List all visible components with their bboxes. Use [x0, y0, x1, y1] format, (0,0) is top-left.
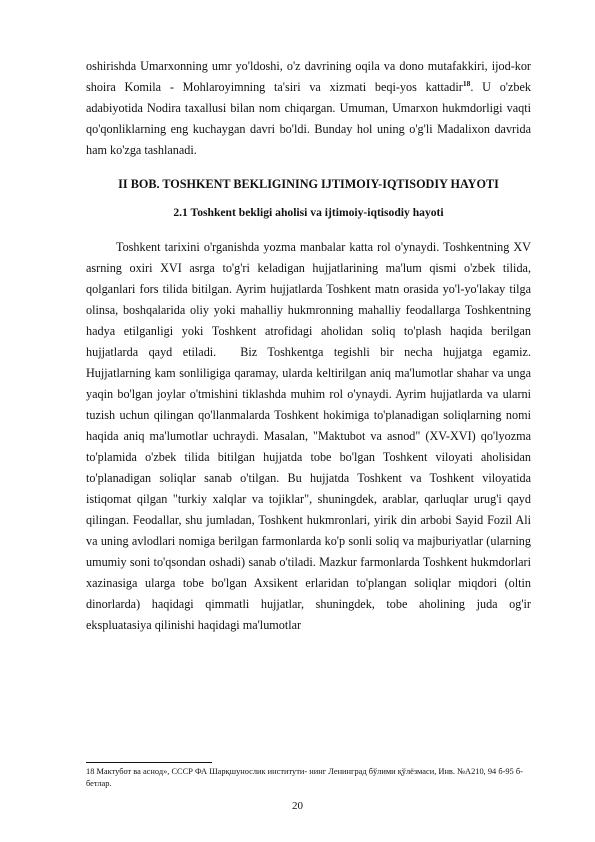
intro-paragraph	[86, 56, 531, 161]
intro-paragraph-continuation: . U o'zbek adabiyotida Nodira taxallusi bilan nom chiqargan. Umuman, Umarxon hukmdorligi vaqti qo'qonliklarning eng kuchaygan davri bo'ldi. Bunday hol uning o'g'li Madalixon davrida ham ko'zga tashlanadi.	[86, 80, 531, 157]
page-number: 20	[292, 800, 303, 812]
main-paragraph-part-1: Toshkent tarixini o'rganishda yozma manbalar katta rol o'ynaydi. Toshkentning XV asrning oxiri XVI asrga to'g'ri keladigan hujjatlarining ma'lum qismi o'zbek tilida, qolganlari fors tilida bitilgan. Ayrim hujjatlarda Toshkent matn orasida yo'l-yo'lakay tilga olinsa, boshqalarida oliy yoki mahalliy hukmronning mahalliy feodallarga Toshkentning hadya etilganligi yoki Toshkent atrofidagi aholidan soliq to'plash haqida berilgan hujjatlarda qayd etiladi.	[86, 240, 531, 359]
chapter-heading: II BOB. TOSHKENT BEKLIGINING IJTIMOIY-IQTISODIY HAYOTI	[118, 177, 499, 191]
footnote	[86, 766, 536, 790]
section-heading: 2.1 Toshkent bekligi aholisi va ijtimoiy-iqtisodiy hayoti	[173, 206, 444, 219]
footnote-divider	[86, 762, 212, 763]
footnote-number: 18	[86, 767, 95, 776]
main-paragraph	[86, 237, 531, 636]
main-paragraph-part-2: Biz Toshkentga tegishli bir necha hujjatga egamiz. Hujjatlarning kam sonliligiga qaramay, ularda keltirilgan aniq ma'lumotlar shahar va unga yaqin bo'lgan joylar o'tmishini tiklashda muhim rol o'ynaydi. Ayrim hujjatlarda va ularni tuzish uchun qilingan qo'llanmalarda Toshkent hokimiga to'planadigan soliqlarning nomi haqida aniq ma'lumotlar uchraydi. Masalan, "Maktubot va asnod" (XV-XVI) qo'lyozma to'plamida o'zbek tilida bitilgan hujjatda tobe bo'lgan Toshkent viloyati aholisidan to'planadigan soliqlar sanab o'tilgan. Bu hujjatda Toshkent va Toshkent viloyatida istiqomat qilgan "turkiy xalqlar va tojiklar", shuningdek, arablar, qarluqlar urug'i qayd qilingan. Feodallar, shu jumladan, Toshkent hukmronlari, yirik din arbobi Sayid Fozil Ali va uning avlodlari nomiga berilgan farmonlarda ko'p sonli soliq va majburiyatlar (ularning umumiy soni to'qsondan oshadi) sanab o'tiladi. Mazkur farmonlarda Toshkent hukmdorlari xazinasiga ularga tobe bo'lgan Axsikent erlaridan to'plangan soliqlar miqdori (oltin dinorlarda) haqidagi qimmatli hujjatlar, shuningdek, tobe aholining juda og'ir ekspluatasiya qilinishi haqidagi ma'lumotlar	[86, 345, 531, 632]
footnote-reference: 18	[462, 79, 471, 88]
footnote-text: Мактубот ва аснод», СССР ФА Шарқшунослик институти- нинг Ленинград бўлими қўлёзмаси, Инв. №А210, 94 б-95 б- бетлар.	[86, 767, 523, 788]
intro-paragraph-text: oshirishda Umarxonning umr yo'ldoshi, o'z davrining oqila va dono mutafakkiri, ijod-kor shoira Komila - Mohlaroyimning ta'siri va xizmati beqi-yos kattadir	[86, 59, 531, 94]
